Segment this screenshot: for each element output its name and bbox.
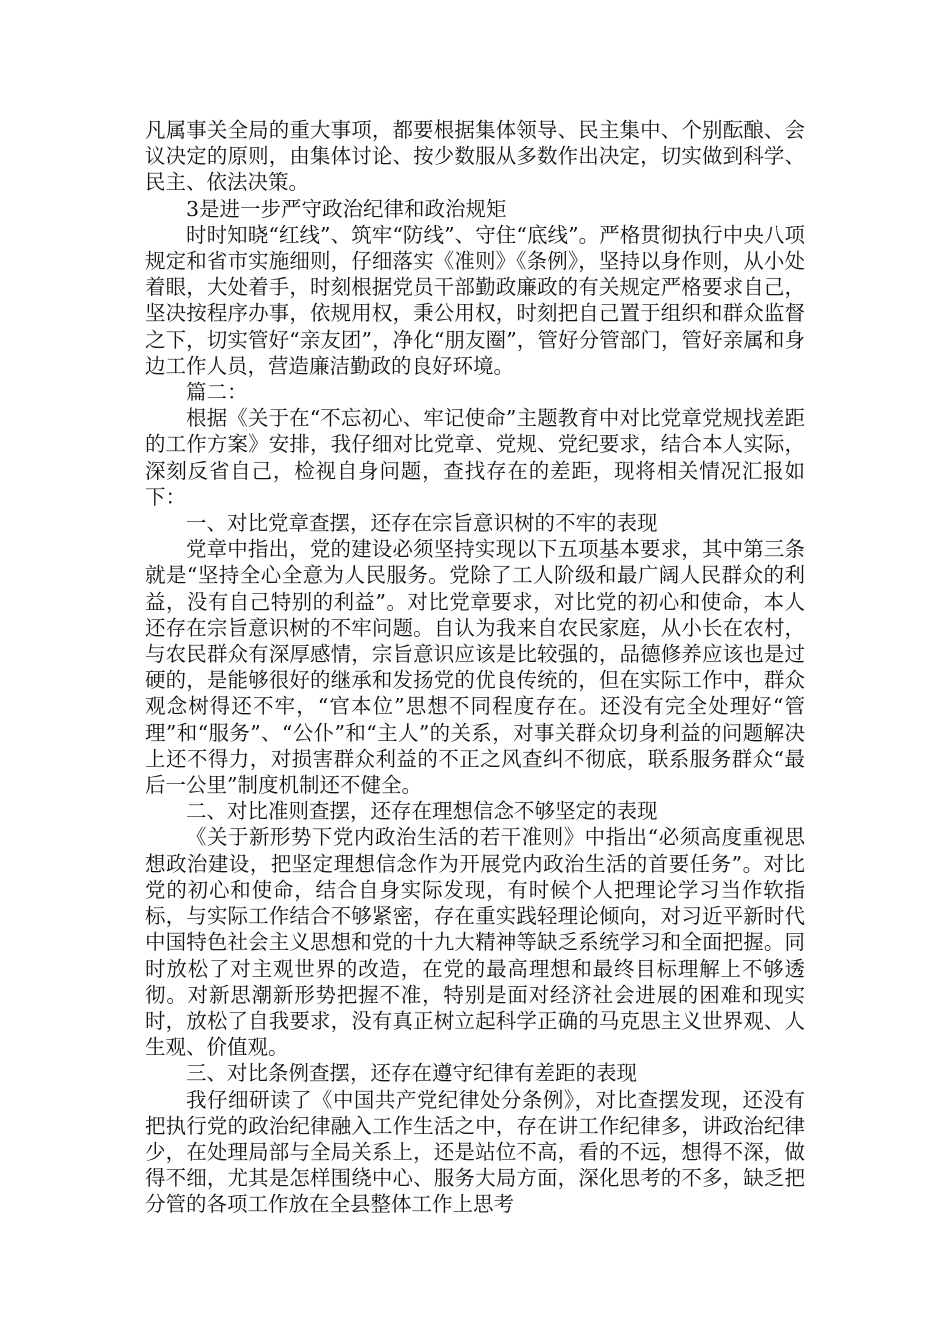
paragraph-regulations: 我仔细研读了《中国共产党纪律处分条例》，对比查摆发现，还没有把执行党的政治纪律融入工作生活之中，存在讲工作纪律多，讲政治纪律少，在处理局部与全局关系上，还是站位不高，看的不远，想得不深，做得不细，尤其是怎样围绕中心、服务大局方面，深化思考的不多，缺乏把分管的各项工作放在全县整体工作上思考	[145, 1087, 805, 1217]
section-title-part-two: 篇二：	[186, 380, 248, 405]
paragraph-party-constitution: 党章中指出，党的建设必须坚持实现以下五项基本要求，其中第三条就是“坚持全心全意为人民服务。党除了工人阶级和最广阔人民群众的利益，没有自己特别的利益”。对比党章要求，对比党的初心和使命，本人还存在宗旨意识树的不牢问题。自认为我来自农民家庭，从小长在农村，与农民群众有深厚感情，宗旨意识应该是比较强的，品德修养应该也是过硬的，是能够很好的继承和发扬党的优良传统的，但在实际工作中，群众观念树得还不牢，“官本位”思想不同程度存在。还没有完全处理好“管理”和“服务”、“公仆”和“主人”的关系，对事关群众切身利益的问题解决上还不得力，对损害群众利益的不正之风查纠不彻底，联系服务群众“最后一公里”制度机制还不健全。	[145, 537, 805, 798]
paragraph-red-line: 时时知晓“红线”、筑牢“防线”、守住“底线”。严格贯彻执行中央八项规定和省市实施细则，仔细落实《准则》《条例》，坚持以身作则，从小处着眼，大处着手，时刻根据党员干部勤政廉政的有关规定严格要求自己，坚决按程序办事，依规用权，秉公用权，时刻把自己置于组织和群众监督之下，切实管好“亲友团”，净化“朋友圈”，管好分管部门，管好亲属和身边工作人员，营造廉洁勤政的良好环境。	[145, 222, 805, 378]
heading-guidelines: 二、对比准则查摆，还存在理想信念不够坚定的表现	[186, 799, 658, 824]
paragraph-guidelines: 《关于新形势下党内政治生活的若干准则》中指出“必须高度重视思想政治建设，把坚定理想信念作为开展党内政治生活的首要任务”。对比党的初心和使命，结合自身实际发现，有时候个人把理论学习当作软指标，与实际工作结合不够紧密，存在重实践轻理论倾向，对习近平新时代中国特色社会主义思想和党的十九大精神等缺乏系统学习和全面把握。同时放松了对主观世界的改造，在党的最高理想和最终目标理解上不够透彻。对新思潮新形势把握不准，特别是面对经济社会进展的困难和现实时，放松了自我要求，没有真正树立起科学正确的马克思主义世界观、人生观、价值观。	[145, 825, 805, 1060]
paragraph-intro: 根据《关于在“不忘初心、牢记使命”主题教育中对比党章党规找差距的工作方案》安排，我仔细对比党章、党规、党纪要求，结合本人实际，深刻反省自己，检视自身问题，查找存在的差距，现将相关情况汇报如下：	[145, 406, 805, 509]
document-body	[145, 117, 805, 1218]
heading-regulations: 三、对比条例查摆，还存在遵守纪律有差距的表现	[186, 1061, 637, 1086]
subheading-political-discipline: 3是进一步严守政治纪律和政治规矩	[186, 196, 507, 221]
paragraph-continuation: 凡属事关全局的重大事项，都要根据集体领导、民主集中、个别酝酿、会议决定的原则，由集体讨论、按少数服从多数作出决定，切实做到科学、民主、依法决策。	[145, 118, 805, 195]
heading-party-constitution: 一、对比党章查摆，还存在宗旨意识树的不牢的表现	[186, 511, 658, 536]
